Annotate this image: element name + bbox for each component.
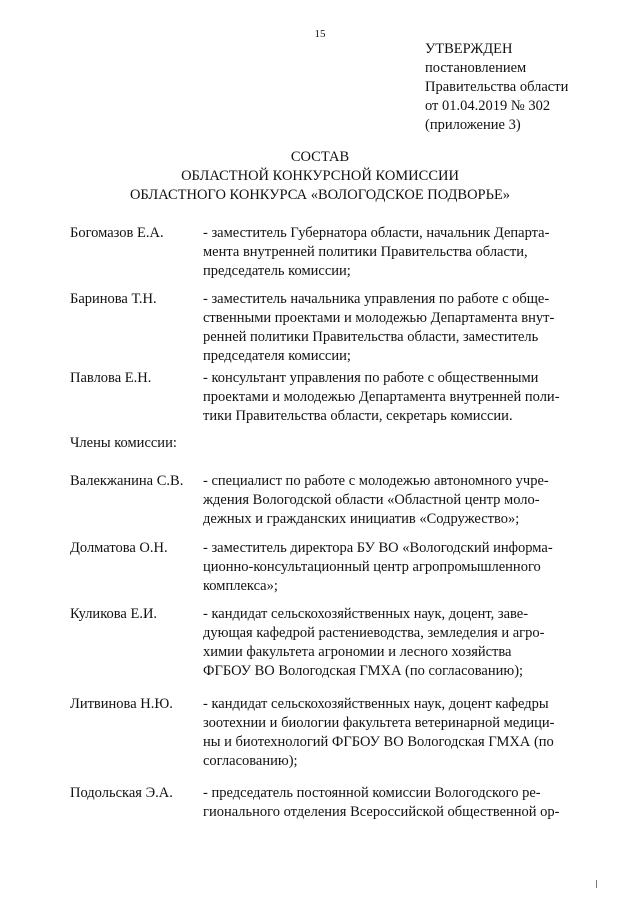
approval-line: от 01.04.2019 № 302	[425, 98, 551, 114]
page-number: 15	[314, 28, 326, 40]
member-name: Павлова Е.Н.	[70, 370, 152, 386]
approval-block	[425, 40, 568, 135]
role-line: тики Правительства области, секретарь комиссии.	[203, 408, 513, 424]
role-line: ны и биотехнологий ФГБОУ ВО Вологодская ГМХА (по	[203, 734, 554, 750]
role-line: химии факультета агрономии и лесного хозяйства	[203, 644, 512, 660]
role-line: - председатель постоянной комиссии Вологодского ре-	[203, 785, 541, 801]
document-title	[0, 148, 640, 205]
member-role	[203, 695, 575, 771]
member-name: Куликова Е.И.	[70, 606, 158, 622]
member-name: Богомазов Е.А.	[70, 225, 164, 241]
role-line: комплекса»;	[203, 578, 278, 594]
member-name: Баринова Т.Н.	[70, 291, 157, 307]
role-line: зоотехнии и биологии факультета ветеринарной медици-	[203, 715, 555, 731]
role-line: - заместитель директора БУ ВО «Вологодский информа-	[203, 540, 553, 556]
role-line: - кандидат сельскохозяйственных наук, доцент, заве-	[203, 606, 529, 622]
member-role	[203, 369, 575, 426]
role-line: ственными проектами и молодежью Департамента внут-	[203, 310, 555, 326]
role-line: дежных и гражданских инициатив «Содружество»;	[203, 511, 520, 527]
member-name: Валекжанина С.В.	[70, 473, 184, 489]
role-line: ФГБОУ ВО Вологодская ГМХА (по согласованию);	[203, 663, 524, 679]
scan-mark	[596, 880, 597, 888]
role-line: - консультант управления по работе с общественными	[203, 370, 539, 386]
role-line: мента внутренней политики Правительства области,	[203, 244, 528, 260]
member-role	[203, 224, 575, 281]
role-line: ждения Вологодской области «Областной центр моло-	[203, 492, 540, 508]
title-line: ОБЛАСТНОГО КОНКУРСА «ВОЛОГОДСКОЕ ПОДВОРЬЕ»	[129, 187, 511, 203]
approval-line: Правительства области	[425, 79, 569, 95]
member-role	[203, 472, 575, 529]
approval-line: постановлением	[425, 60, 527, 76]
role-line: - специалист по работе с молодежью автономного учре-	[203, 473, 549, 489]
member-name: Подольская Э.А.	[70, 785, 173, 801]
role-line: - заместитель Губернатора области, начальник Департа-	[203, 225, 550, 241]
member-role	[203, 290, 575, 366]
member-role	[203, 784, 575, 822]
member-role	[203, 605, 575, 681]
member-name: Литвинова Н.Ю.	[70, 696, 173, 712]
approval-line: (приложение 3)	[425, 117, 521, 133]
role-line: гионального отделения Всероссийской общественной ор-	[203, 804, 560, 820]
role-line: председатель комиссии;	[203, 263, 351, 279]
approval-line: УТВЕРЖДЕН	[425, 41, 513, 57]
role-line: проектами и молодежью Департамента внутренней поли-	[203, 389, 560, 405]
role-line: согласованию);	[203, 753, 298, 769]
title-line: СОСТАВ	[290, 149, 350, 165]
members-heading: Члены комиссии:	[70, 435, 177, 451]
role-line: - кандидат сельскохозяйственных наук, доцент кафедры	[203, 696, 549, 712]
role-line: председателя комиссии;	[203, 348, 351, 364]
title-line: ОБЛАСТНОЙ КОНКУРСНОЙ КОМИССИИ	[181, 168, 459, 184]
member-name: Долматова О.Н.	[70, 540, 168, 556]
role-line: - заместитель начальника управления по работе с обще-	[203, 291, 550, 307]
role-line: ренней политики Правительства области, заместитель	[203, 329, 539, 345]
member-role	[203, 539, 575, 596]
role-line: дующая кафедрой растениеводства, земледелия и агро-	[203, 625, 545, 641]
role-line: ционно-консультационный центр агропромышленного	[203, 559, 541, 575]
